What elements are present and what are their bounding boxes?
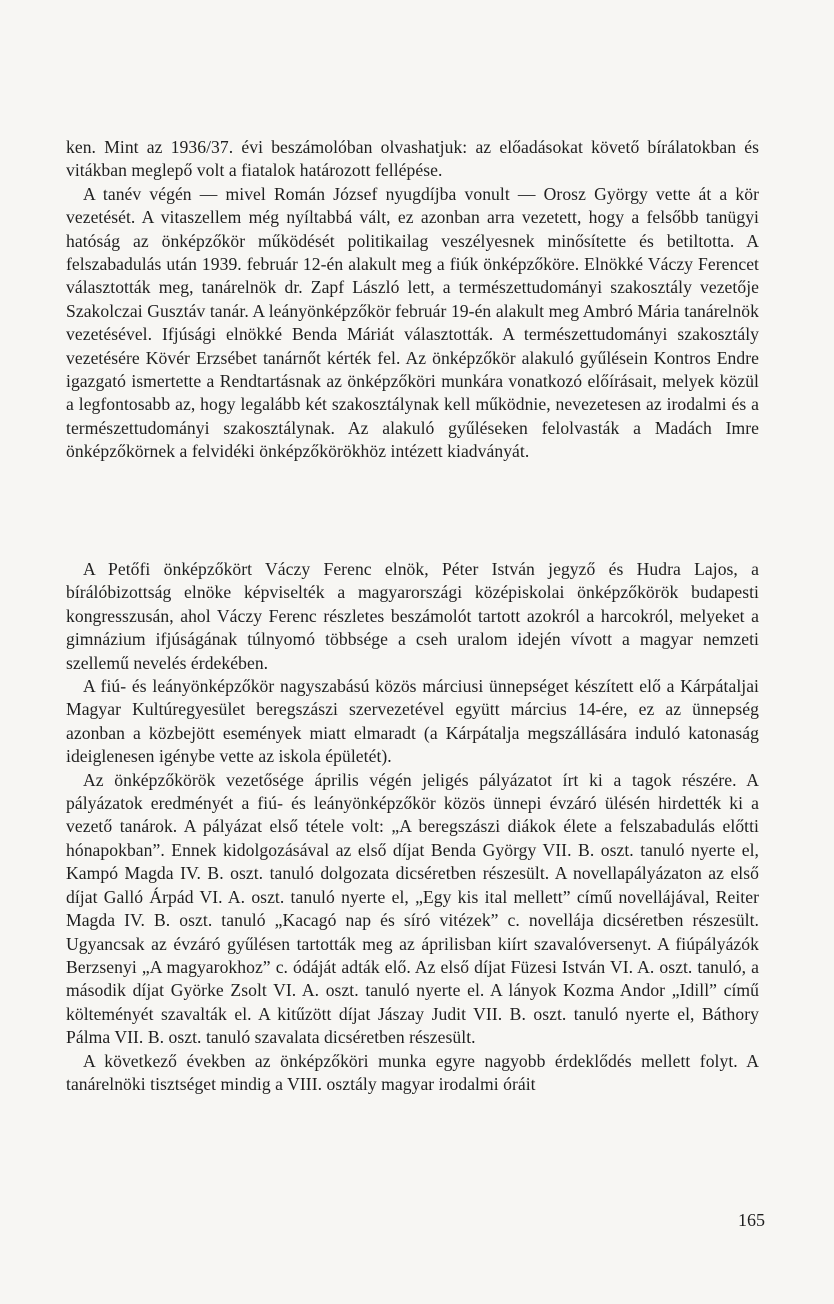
paragraph-competitions: Az önképzőkörök vezetősége április végén jeligés pályázatot írt ki a tagok részére. A pályázatok eredményét a fiú- és leányönképzőkör közös ünnepi évzáró ülésén hirdették ki a vezető tanárok. A pályázat első tétele volt: „A beregszászi diákok élete a felszabadulás előtti hónapokban”. Ennek kidolgozásával az első díjat Benda György VII. B. oszt. tanuló nyerte el, Kampó Magda IV. B. oszt. tanuló dolgozata dicséretben részesült. A novellapályázaton az első díjat Galló Árpád VI. A. oszt. tanuló nyerte el, „Egy kis ital mellett” című novellájával, Reiter Magda IV. B. oszt. tanuló „Kacagó nap és síró vitézek” c. novellája dicséretben részesült. Ugyancsak az évzáró gyűlésen tartották meg az áprilisban kiírt szavalóversenyt. A fiúpályázók Berzsenyi „A magyarokhoz” c. ódáját adták elő. Az első díjat Füzesi István VI. A. oszt. tanuló, a második díjat Györke Zsolt VI. A. oszt. tanuló nyerte el. A lányok Kozma Andor „Idill” című költeményét szavalták el. A kitűzött díjat Jászay Judit VII. B. oszt. tanuló nyerte el, Báthory Pálma VII. B. oszt. tanuló szavalata dicséretben részesült.	[66, 769, 759, 1048]
paragraph-club-leadership: A tanév végén — mivel Román József nyugdíjba vonult — Orosz György vette át a kör vezetését. A vitaszellem még nyíltabbá vált, ez azonban arra vezetett, hogy a felsőbb tanügyi hatóság az önképzőkör működését politikailag veszélyesnek minősítette és betiltotta. A felszabadulás után 1939. február 12-én alakult meg a fiúk önképzőköre. Elnökké Váczy Ferencet választották meg, tanárelnök dr. Zapf László lett, a természettudományi szakosztály vezetője Szakolczai Gusztáv tanár. A leányönképzőkör február 19-én alakult meg Ambró Mária tanárelnök vezetésével. Ifjúsági elnökké Benda Máriát választották. A természettudományi szakosztály vezetésére Kövér Erzsébet tanárnőt kérték fel. Az önképzőkör alakuló gyűlésein Kontros Endre igazgató ismertette a Rendtartásnak az önképzőköri munkára vonatkozó előírásait, melyek közül a legfontosabb az, hogy legalább két szakosztálynak kell működnie, nevezetesen az irodalmi és a természettudományi szakosztálynak. Az alakuló gyűléseken felolvasták a Madách Imre önképzőkörnek a felvidéki önképzőkörökhöz intézett kiadványát.	[66, 183, 759, 462]
paragraph-following-years: A következő években az önképzőköri munka egyre nagyobb érdeklődés mellett folyt. A tanárelnöki tisztséget mindig a VIII. osztály magyar irodalmi óráit	[66, 1050, 759, 1094]
paragraph-continuation: ken. Mint az 1936/37. évi beszámolóban olvashatjuk: az előadásokat követő bírálatokban és vitákban meglepő volt a fiatalok határozott fellépése.	[66, 137, 759, 181]
text-block-upper	[66, 136, 759, 464]
paragraph-congress: A Petőfi önképzőkört Váczy Ferenc elnök, Péter István jegyző és Hudra Lajos, a bírálóbizottság elnöke képviselték a magyarországi középiskolai önképzőkörök budapesti kongresszusán, ahol Váczy Ferenc részletes beszámolót tartott azokról a harcokról, melyeket a gimnázium ifjúságának túlnyomó többsége a cseh uralom idején vívott a magyar nemzeti szellemű nevelés érdekében.	[66, 559, 759, 673]
paragraph-march-celebration: A fiú- és leányönképzőkör nagyszabású közös márciusi ünnepséget készített elő a Kárpátaljai Magyar Kultúregyesület beregszászi szervezetével együtt március 14-ére, ez az ünnepség azonban a közbejött események miatt elmaradt (a Kárpátalja megszállására induló katonaság ideiglenesen igénybe vette az iskola épületét).	[66, 676, 759, 767]
page-number: 165	[738, 1210, 765, 1230]
text-block-lower	[66, 558, 759, 1096]
